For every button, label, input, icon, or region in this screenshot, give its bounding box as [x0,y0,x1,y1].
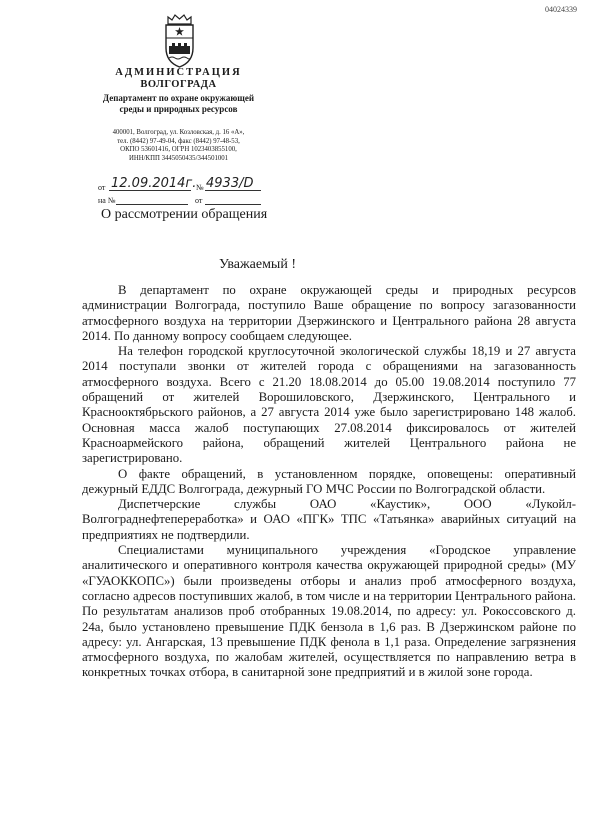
number-prefix: № [196,183,204,192]
date-prefix: от [98,183,106,192]
paragraph: Диспетчерские службы ОАО «Каустик», ООО «Лукойл-Волгограднефтепереработка» и ОАО «ПГК» ТПС «Татьянка» аварийных ситуаций на предприятиях не подтвердили. [82,497,576,542]
org-name-line1: АДМИНИСТРАЦИЯ [115,67,242,78]
reply-to-underline [116,204,188,205]
address-line: 400001, Волгоград, ул. Козловская, д. 16 «А», [112,129,245,136]
reply-from-underline [205,204,261,205]
address-line: ОКПО 53601416, ОГРН 1023403855100, [120,146,237,154]
reply-to-prefix: на № [98,196,116,205]
number-value: 4933/D [206,176,254,191]
number-underline [205,190,261,191]
document-number: 04024339 [545,5,577,14]
paragraph: О факте обращений, в установленном порядке, оповещены: оперативный дежурный ЕДДС Волгограда, дежурный ГО МЧС России по Волгоградской области. [82,466,576,496]
department-line1: Департамент по охране окружающей [102,93,255,103]
volgograd-coat-of-arms-icon [163,14,196,68]
subject-line: О рассмотрении обращения [101,207,268,222]
paragraph: Специалистами муниципального учреждения «Городское управление аналитического и оперативного контроля качества окружающей природной среды» (МУ «ГУАОККОПС») были произведены отборы и анализ проб атмосферного воздуха, согласно адресов поступивших жалоб, в том числе и на территории Центрального района. По результатам анализов проб отобранных 19.08.2014, по адресу: ул. Рокоссовского д. 24а, было установлено превышение ПДК бензола в 1,6 раз. В Дзержинском районе по адресу: ул. Ангарская, 13 превышение ПДК фенола в 1,1 раза. Определение загрязнения атмосферного воздуха, по жалобам жителей, осуществляется по направлению ветра в конкретных точках отбора, в санитарной зоне предприятий и в жилой зоне города. [82,543,576,680]
address-block [96,129,261,163]
letter-body [82,283,576,681]
org-name-line2: ВОЛГОГРАДА [140,79,217,90]
date-value: 12.09.2014г. [111,176,197,191]
salutation: Уважаемый ! [219,257,296,272]
reply-from-prefix: от [195,196,203,205]
paragraph: На телефон городской круглосуточной экологической службы 18,19 и 27 августа 2014 поступали звонки от жителей города с обращениями на загазованность атмосферного воздуха. Всего с 21.20 18.08.2014 до 05.00 19.08.2014 поступило 77 обращений от жителей Ворошиловского, Дзержинского, Центрального и Краснооктябрьского районов, а 27 августа 2014 уже было зарегистрировано 148 жалоб. Основная масса жалоб поступающих 27.08.2014 фиксировалось от жителей Красноармейского района, обращений жителей Центрального района не зарегистрировано. [82,344,576,466]
address-line: тел. (8442) 97-49-04, факс (8442) 97-48-53, [117,137,240,145]
letterhead [96,67,261,115]
paragraph: В департамент по охране окружающей среды и природных ресурсов администрации Волгограда, поступило Ваше обращение по вопросу загазованности атмосферного воздуха на территории Дзержинского и Центрального района 28 августа 2014. По данному вопросу сообщаем следующее. [82,283,576,343]
address-line: ИНН/КПП 3445050435/344501001 [128,154,229,162]
date-underline [109,190,191,191]
department-line2: среды и природных ресурсов [119,104,238,114]
